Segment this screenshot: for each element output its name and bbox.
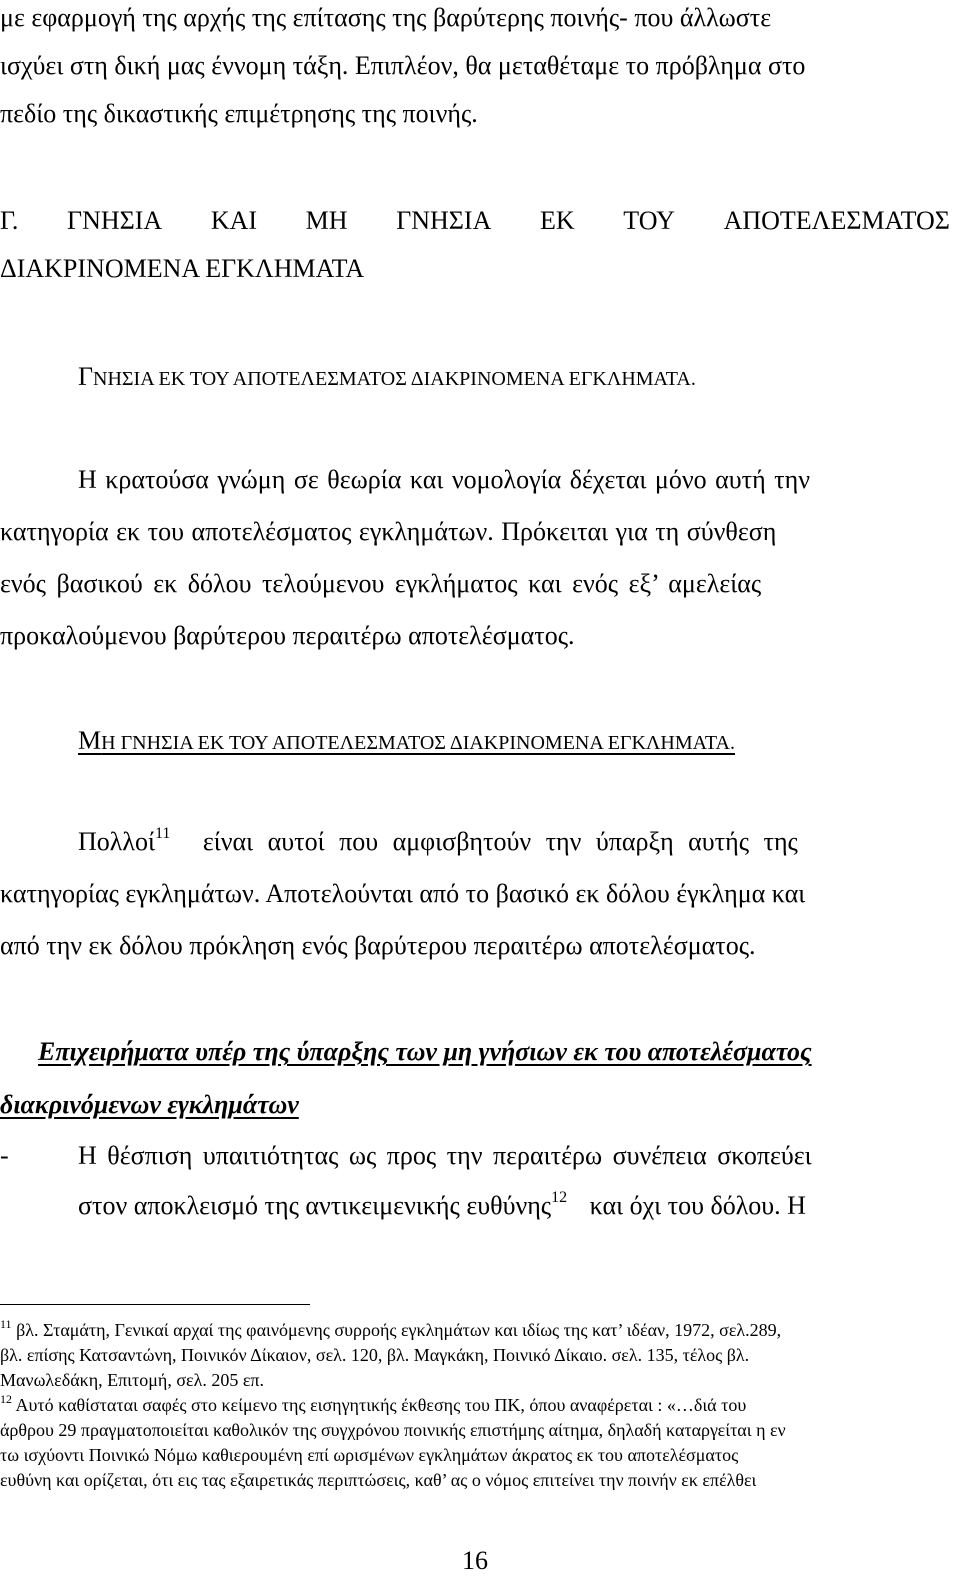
text-fragment: και όχι του δόλου. Η [589, 1191, 806, 1220]
body-text-line: κατηγορίας εγκλημάτων. Αποτελούνται από το βασικό εκ δόλου έγκλημα και [0, 879, 806, 908]
section-title-line-2: ΔΙΑΚΡΙΝΟΜΕΝΑ ΕΓΚΛΗΜΑΤΑ [0, 254, 365, 283]
text-fragment: Πολλοί [78, 827, 155, 856]
subheading-rest: ΝΗΣΙΑ ΕΚ ΤΟΥ ΑΠΟΤΕΛΕΣΜΑΤΟΣ ΔΙΑΚΡΙΝΟΜΕΝΑ ΕΓΚΛΗΜΑΤΑ. [93, 368, 696, 390]
footnote-12-line: τω ισχύοντι Ποινικώ Νόμω καθιερουμένη επί ωρισμένων εγκλημάτων άκρατος εκ του αποτελέσματος [0, 1445, 739, 1465]
body-text-line: προκαλούμενου βαρύτερου περαιτέρω αποτελέσματος. [0, 621, 575, 650]
subheading-genuine [78, 361, 950, 395]
body-text-line: Η κρατούσα γνώμη σε θεωρία και νομολογία δέχεται μόνο αυτή την [78, 465, 810, 494]
section-title-word: ΚΑΙ [210, 206, 258, 235]
arguments-heading-line-2: διακρινόμενων εγκλημάτων [0, 1090, 299, 1119]
body-text-line: ισχύει στη δική μας έννομη τάξη. Επιπλέον, θα μεταθέταμε το πρόβλημα στο [0, 51, 806, 80]
footnote-ref-12[interactable]: 12 [551, 1189, 568, 1207]
footnote-11-line: βλ. επίσης Κατσαντώνη, Ποινικόν Δίκαιον, σελ. 120, βλ. Μαγκάκη, Ποινικό Δίκαιο. σελ. 135, τέλος βλ. [0, 1345, 750, 1365]
footnote-ref-11[interactable]: 11 [154, 825, 171, 843]
section-title-word: ΑΠΟΤΕΛΕΣΜΑΤΟΣ [723, 206, 950, 235]
subheading-initial: Γ [78, 362, 94, 391]
page-number: 16 [462, 1546, 488, 1575]
bullet-text-line [78, 1190, 950, 1222]
footnote-number: 12 [0, 1392, 12, 1406]
footnote-text: Αυτό καθίσταται σαφές στο κείμενο της εισηγητικής έκθεσης του ΠΚ, όπου αναφέρεται : «…διά του [15, 1395, 747, 1415]
body-text-line: πεδίο της δικαστικής επιμέτρησης της ποινής. [0, 99, 478, 128]
bullet-dash: - [0, 1141, 9, 1170]
footnote-separator [0, 1304, 310, 1305]
footnote-12-line [0, 1393, 950, 1417]
text-fragment: είναι αυτοί που αμφισβητούν την ύπαρξη αυτής της [202, 827, 798, 856]
body-text-line [78, 826, 950, 858]
footnote-11-line: Μανωλεδάκη, Επιτομή, σελ. 205 επ. [0, 1370, 264, 1390]
section-title-word: Γ. [0, 206, 19, 235]
subheading-initial: Μ [78, 726, 102, 755]
subheading-non-genuine [78, 725, 950, 759]
footnote-11-line [0, 1318, 950, 1342]
body-text-line: από την εκ δόλου πρόκληση ενός βαρύτερου περαιτέρω αποτελέσματος. [0, 931, 756, 960]
section-title-word: ΓΝΗΣΙΑ [396, 206, 492, 235]
body-text-line: με εφαρμογή της αρχής της επίτασης της βαρύτερης ποινής- που άλλωστε [0, 3, 772, 32]
bullet-text-line: Η θέσπιση υπαιτιότητας ως προς την περαιτέρω συνέπεια σκοπεύει [78, 1141, 812, 1170]
section-title-word: ΕΚ [539, 206, 575, 235]
arguments-heading: Επιχειρήματα υπέρ της ύπαρξης των μη γνήσιων εκ του αποτελέσματος [38, 1037, 812, 1066]
footnote-12-line: ευθύνη και ορίζεται, ότι εις τας εξαιρετικάς περιπτώσεις, καθ’ ας ο νόμος επιτείνει την ποινήν εκ επέλθει [0, 1470, 757, 1490]
body-text-line: κατηγορία εκ του αποτελέσματος εγκλημάτων. Πρόκειται για τη σύνθεση [0, 517, 777, 546]
text-fragment: στον αποκλεισμό της αντικειμενικής ευθύνης [78, 1191, 552, 1220]
section-title [0, 205, 950, 237]
footnote-12-line: άρθρου 29 πραγματοποιείται καθολικόν της συγχρόνου ποινικής επιστήμης αίτημα, δηλαδή καταργείται η εν [0, 1420, 786, 1440]
section-title-word: ΓΝΗΣΙΑ [67, 206, 163, 235]
section-title-word: ΤΟΥ [623, 206, 675, 235]
subheading-rest: Η ΓΝΗΣΙΑ ΕΚ ΤΟΥ ΑΠΟΤΕΛΕΣΜΑΤΟΣ ΔΙΑΚΡΙΝΟΜΕΝΑ ΕΓΚΛΗΜΑΤΑ. [101, 732, 735, 754]
section-title-word: ΜΗ [305, 206, 348, 235]
footnote-text: βλ. Σταμάτη, Γενικαί αρχαί της φαινόμενης συρροής εγκλημάτων και ιδίως της κατ’ ιδέαν, 1972, σελ.289, [16, 1320, 782, 1340]
footnote-number: 11 [0, 1317, 12, 1331]
body-text-line: ενός βασικού εκ δόλου τελούμενου εγκλήματος και ενός εξ’ αμελείας [0, 569, 762, 598]
